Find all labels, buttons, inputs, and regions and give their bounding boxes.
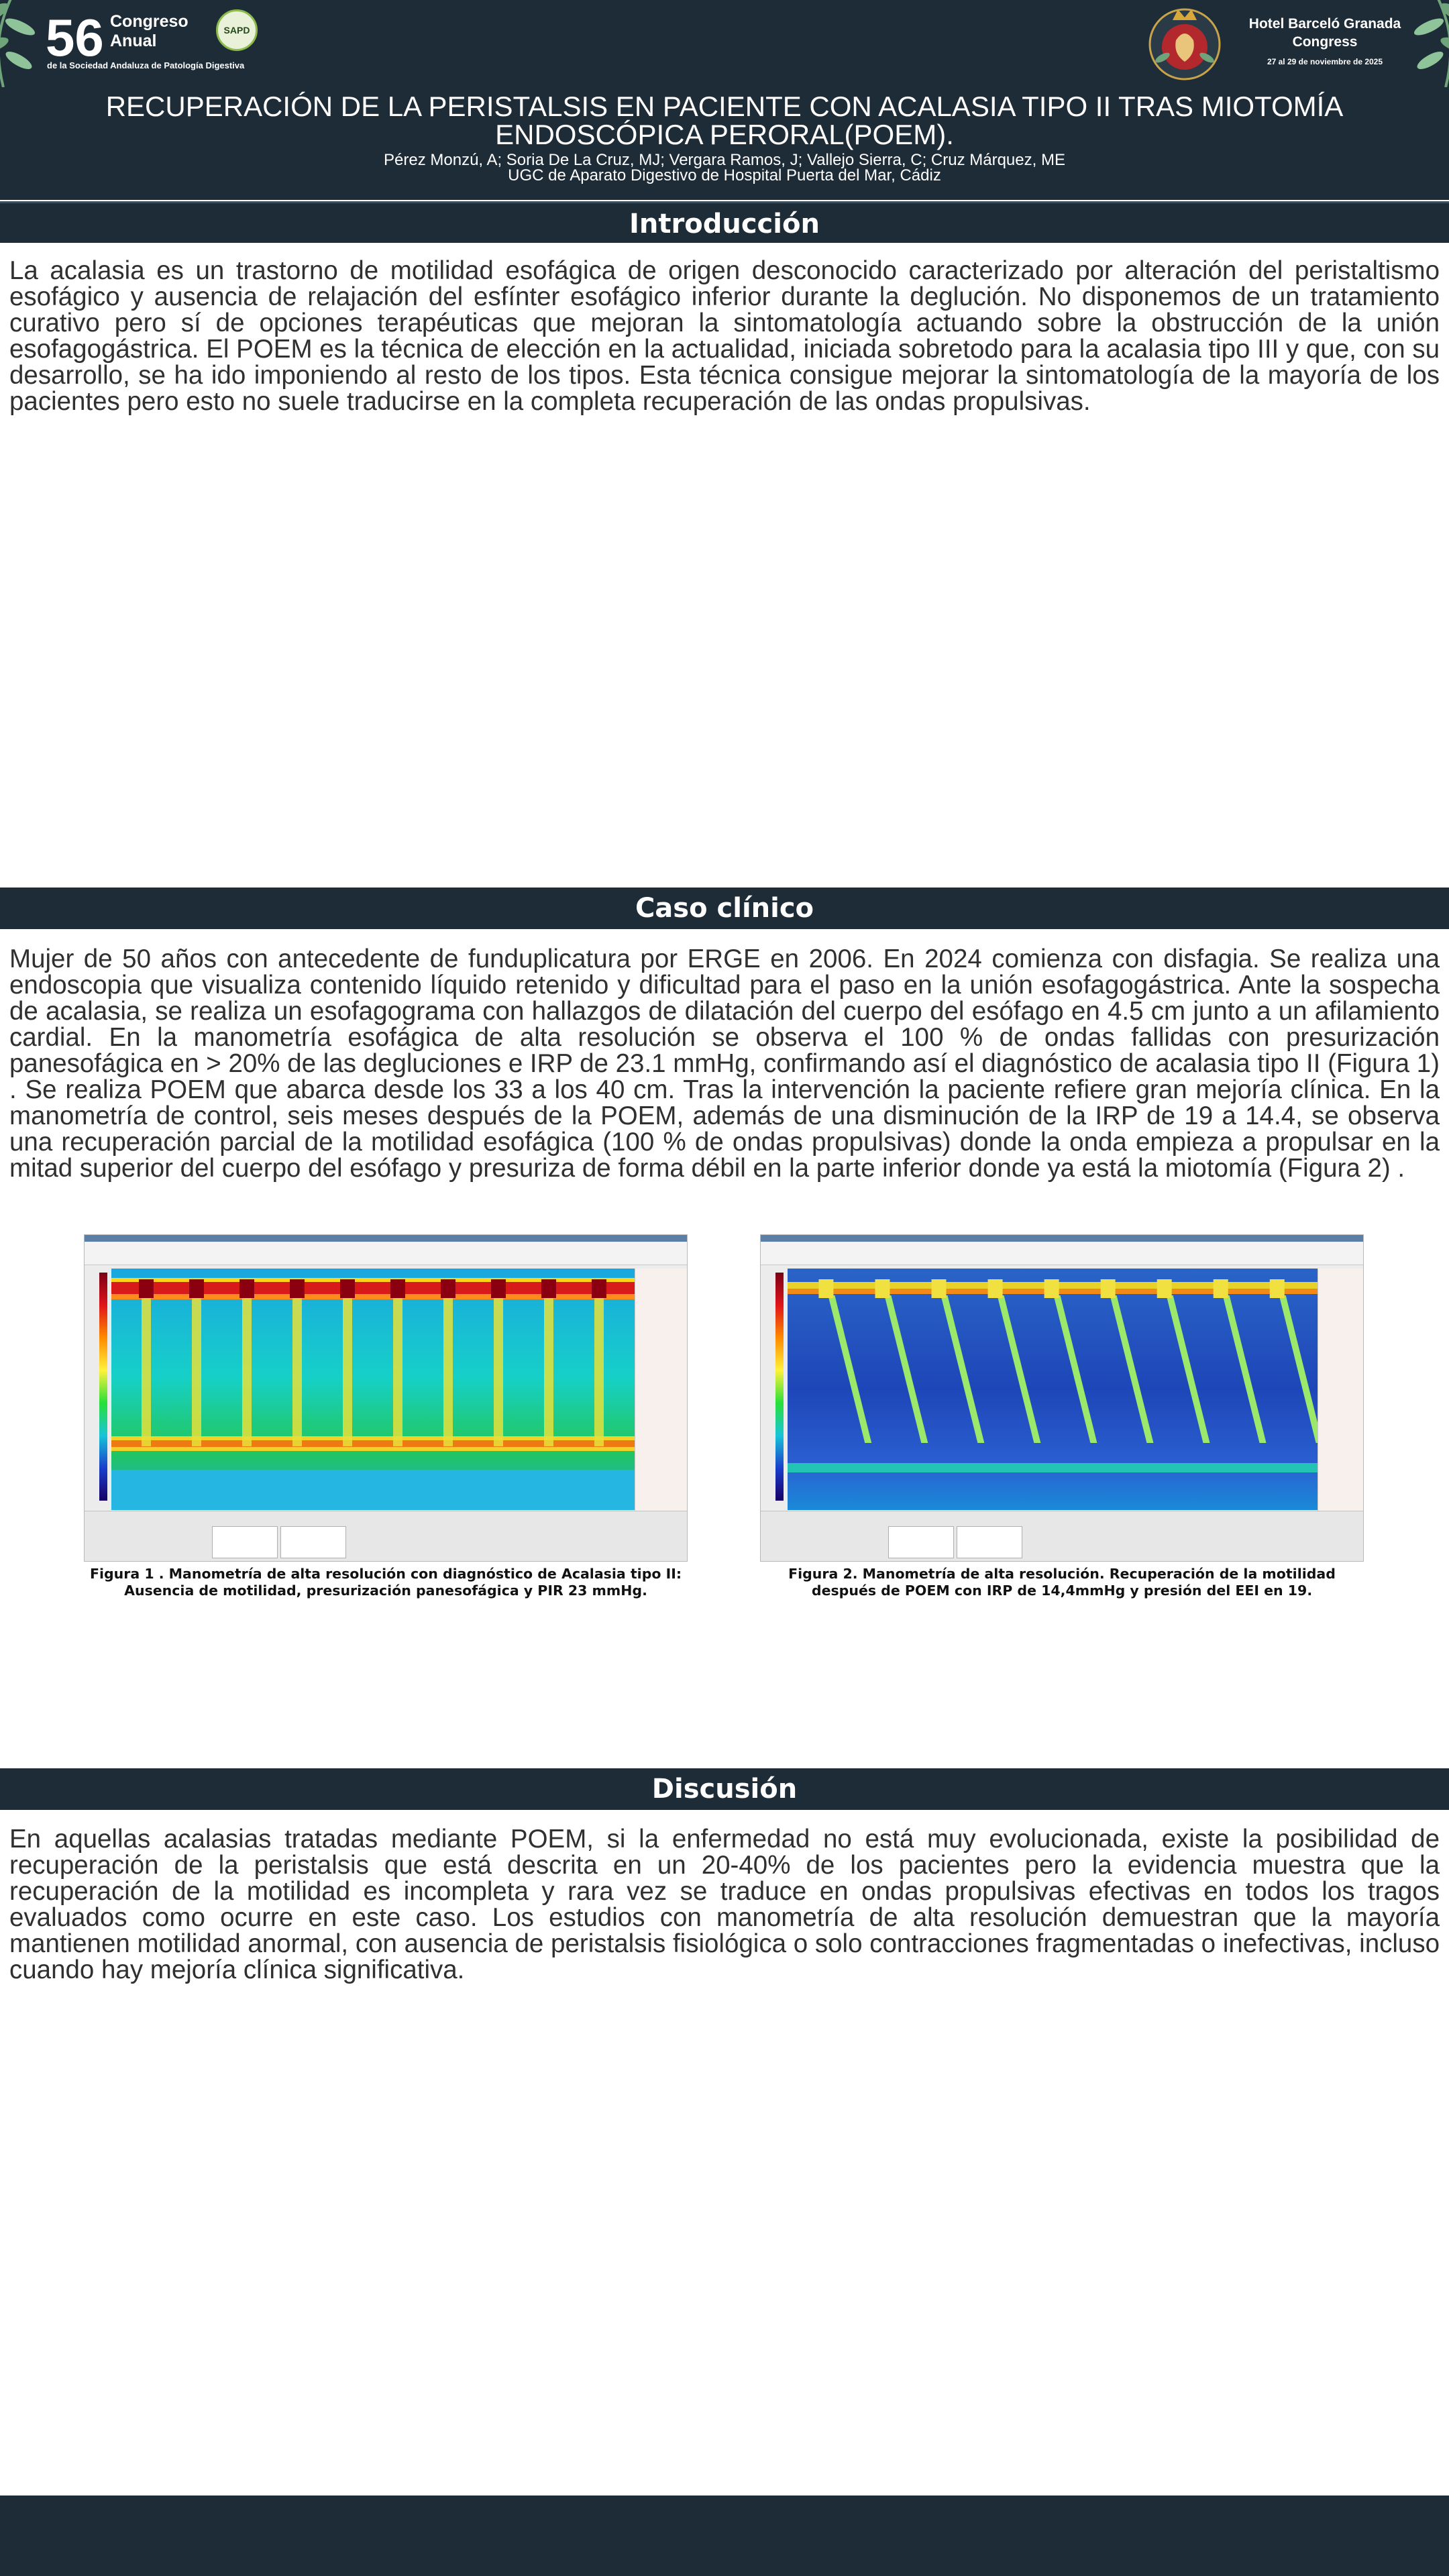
swallow-peak <box>818 1279 833 1298</box>
congress-subtitle: de la Sociedad Andaluza de Patología Digestiva <box>47 60 245 70</box>
sapd-logo: SAPD <box>216 9 258 51</box>
figure-1-caption: Figura 1 . Manometría de alta resolución con diagnóstico de Acalasia tipo II: Ausencia de motilidad, presurización panesofágica y PIR 23 mmHg. <box>89 1566 682 1599</box>
swallow-peak <box>1101 1279 1116 1298</box>
swallow-band <box>142 1295 151 1446</box>
swallow-band <box>594 1295 604 1446</box>
venue-name: Hotel Barceló Granada Congress <box>1248 16 1401 50</box>
leaf-decoration-icon <box>0 0 47 87</box>
swallow-band <box>494 1295 503 1446</box>
swallow-band <box>192 1295 201 1446</box>
venue-dates: 27 al 29 de noviembre de 2025 <box>1267 57 1383 66</box>
poster-footer <box>0 2496 1449 2576</box>
swallow-band <box>242 1295 252 1446</box>
swallow-peak <box>541 1279 556 1298</box>
section-heading-caso-clinico: Caso clínico <box>0 888 1449 929</box>
caso-clinico-text: Mujer de 50 años con antecedente de funduplicatura por ERGE en 2006. En 2024 comienza con disfagia. Se realiza una endoscopia que visualiza contenido líquido retenido y dificultad para el paso en la unión esofagogástrica. Ante la sospecha de acalasia, se realiza un esofagograma con hallazgos de dilatación del cuerpo del esófago en 4.5 cm junto a un afilamiento cardial. En la manometría esofágica de alta resolución se observa el 100 % de ondas fallidas con presurización panesofágica en > 20% de las degluciones e IRP de 23.1 mmHg, confirmando así el diagnóstico de acalasia tipo II (Figura 1) . Se realiza POEM que abarca desde los 33 a los 40 cm. Tras la intervención la paciente refiere gran mejoría clínica. En la manometría de control, seis meses después de la POEM, además de una disminución de la IRP de 19 a 14.4, se observa una recuperación parcial de la motilidad esofágica (100 % de ondas propulsivas) donde la onda empieza a propulsar en la mitad superior del cuerpo del esófago y presuriza de forma débil en la parte inferior donde ya está la miotomía (Figura 2) . <box>9 945 1440 1183</box>
swallow-peak <box>988 1279 1003 1298</box>
swallow-peak <box>592 1279 606 1298</box>
swallow-peak <box>491 1279 506 1298</box>
poster-header <box>0 0 1449 200</box>
discusion-text: En aquellas acalasias tratadas mediante POEM, si la enfermedad no está muy evolucionada, existe la posibilidad de recuperación de la peristalsis que está descrita en un 20-40% de los pacientes pero la evidencia muestra que la recuperación de la motilidad es incompleta y rara vez se traduce en ondas propulsivas efectivas en todos los tragos evaluados como ocurre en este caso. Los estudios con manometría de alta resolución demuestran que la mayoría mantienen motilidad anormal, con ausencia de peristalsis fisiológica o solo contracciones fragmentadas o inefectivas, incluso cuando hay mejoría clínica significativa. <box>9 1825 1440 1984</box>
swallow-peak <box>1270 1279 1285 1298</box>
swallow-band <box>292 1295 302 1446</box>
figure-2-manometry-image <box>760 1234 1364 1562</box>
introduccion-text: La acalasia es un trastorno de motilidad esofágica de origen desconocido caracterizado por alteración del peristaltismo esofágico y ausencia de relajación del esfínter esofágico inferior durante la deglución. No disponemos de un tratamiento curativo pero sí de opciones terapéuticas que mejoran la sintomatología actuando sobre la obstrucción de la unión esofagogástrica. El POEM es la técnica de elección en la actualidad, iniciada sobretodo para la acalasia tipo III y que, con su desarrollo, se ha ido imponiendo al resto de los tipos. Esta técnica consigue mejorar la sintomatología de la mayoría de los pacientes pero esto no suele traducirse en la completa recuperación de las ondas propulsivas. <box>9 256 1440 416</box>
swallow-peak <box>390 1279 405 1298</box>
granada-emblem-icon <box>1142 0 1227 85</box>
section-heading-introduccion: Introducción <box>0 201 1449 243</box>
swallow-peak <box>290 1279 305 1298</box>
swallow-peak <box>441 1279 455 1298</box>
congress-number: 56 <box>46 8 104 67</box>
swallow-band <box>393 1295 402 1446</box>
figure-2-caption: Figura 2. Manometría de alta resolución. Recuperación de la motilidad después de POEM con IRP de 14,4mmHg y presión del EEI en 19. <box>788 1566 1336 1599</box>
authors: Pérez Monzú, A; Soria De La Cruz, MJ; Vergara Ramos, J; Vallejo Sierra, C; Cruz Márquez, ME <box>384 151 1065 169</box>
section-heading-discusion: Discusión <box>0 1768 1449 1810</box>
congress-title: Congreso Anual <box>110 12 189 50</box>
figure-2-plot <box>788 1269 1318 1510</box>
swallow-peak <box>239 1279 254 1298</box>
swallow-peak <box>1157 1279 1172 1298</box>
figure-1-plot <box>111 1269 635 1510</box>
venue-block <box>1248 15 1402 66</box>
swallow-peak <box>1214 1279 1228 1298</box>
swallow-band <box>544 1295 553 1446</box>
swallow-band <box>343 1295 352 1446</box>
swallow-peak <box>139 1279 154 1298</box>
swallow-band <box>443 1295 453 1446</box>
swallow-peak <box>1044 1279 1059 1298</box>
affiliation: UGC de Aparato Digestivo de Hospital Puerta del Mar, Cádiz <box>508 166 941 184</box>
figure-1-manometry-image <box>84 1234 688 1562</box>
swallow-peak <box>340 1279 355 1298</box>
swallow-peak <box>189 1279 204 1298</box>
figure-1 <box>84 1234 688 1610</box>
leaf-decoration-icon <box>1402 0 1449 87</box>
poster-title: RECUPERACIÓN DE LA PERISTALSIS EN PACIENTE CON ACALASIA TIPO II TRAS MIOTOMÍA ENDOSCÓPICA PERORAL(POEM). <box>105 91 1344 150</box>
swallow-peak <box>932 1279 947 1298</box>
swallow-peak <box>875 1279 890 1298</box>
figure-2 <box>760 1234 1364 1610</box>
